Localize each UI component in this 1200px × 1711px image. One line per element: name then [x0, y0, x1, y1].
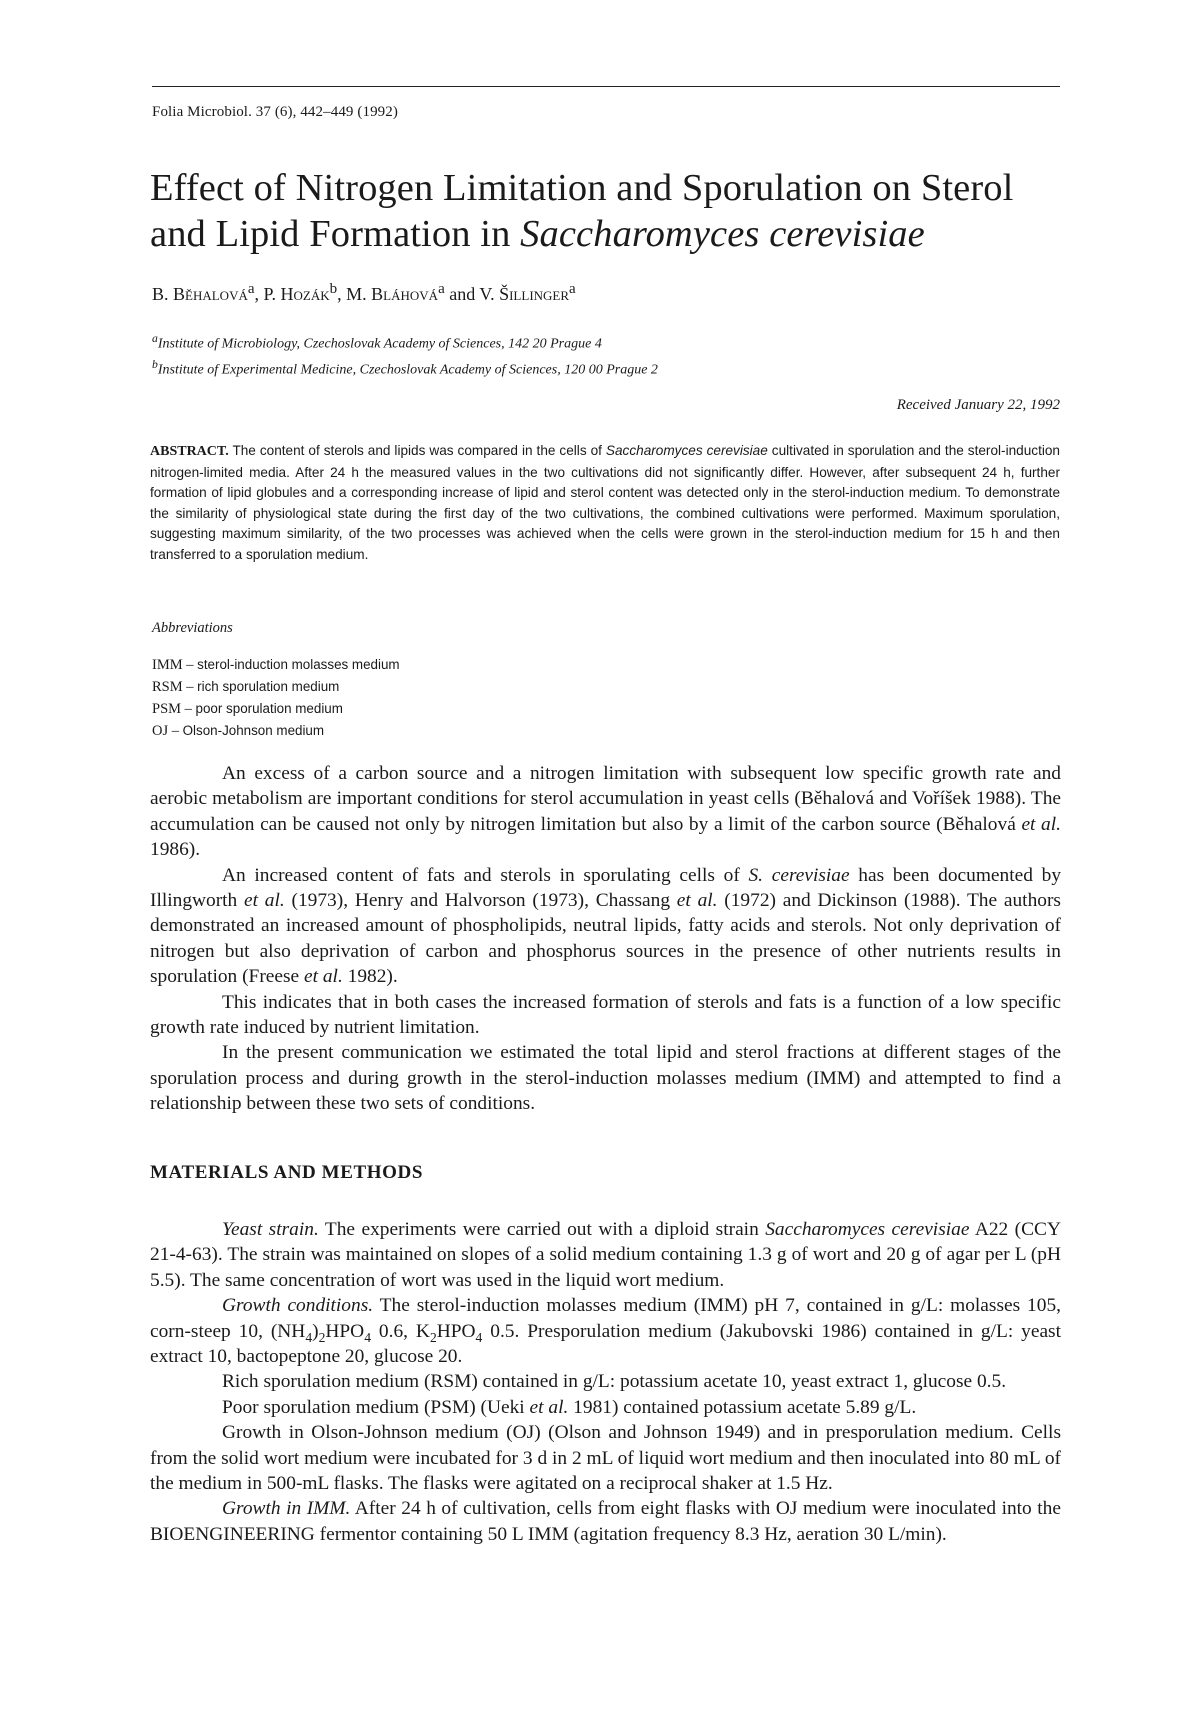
abstract-label: ABSTRACT.: [150, 444, 229, 459]
intro-paragraph-1: [150, 761, 1061, 863]
paragraph-text: HPO: [325, 1320, 365, 1342]
author-initial: M.: [346, 284, 372, 304]
abbreviation-item: [152, 676, 400, 698]
author-list: B. Běhalová$^a$, P. Hozák$^b$, M. Bláhová$^a$ and V. Šillinger$^a$: [152, 281, 576, 304]
title-species: Saccharomyces cerevisiae: [520, 213, 925, 255]
methods-growth-conditions: [150, 1293, 1061, 1369]
subscript: 2: [318, 1329, 326, 1345]
author-name: Šillinger: [499, 284, 570, 304]
paragraph-text: An increased content of fats and sterols in sporulating cells of: [222, 864, 749, 886]
author-affil-mark: b: [329, 281, 338, 297]
received-date: Received January 22, 1992: [896, 397, 1060, 413]
paragraph-text: After 24 h of cultivation, cells from eight flasks with OJ medium were inoculated into the BIOENGINEERING fermentor containing 50 L IMM (agitation frequency 8.3 Hz, aeration 30 L/min).: [150, 1498, 1061, 1545]
paragraph-text: 1982).: [342, 966, 398, 988]
run-in-heading: Growth in IMM.: [222, 1498, 351, 1520]
run-in-heading: Growth conditions.: [222, 1295, 374, 1317]
section-heading-methods: MATERIALS AND METHODS: [150, 1162, 424, 1183]
et-al: et al.: [676, 890, 718, 912]
intro-paragraph-2: [150, 863, 1061, 990]
paragraph-text: An excess of a carbon source and a nitrogen limitation with subsequent low specific growth rate and aerobic metabolism are important conditions for sterol accumulation in yeast cells (Běhalová and Voříšek 1988). The accumulation can be caused not only by nitrogen limitation but also by a limit of the carbon source (Běhalová: [150, 763, 1061, 835]
journal-citation: Folia Microbiol. 37 (6), 442–449 (1992): [152, 104, 398, 120]
affiliation-text: Institute of Experimental Medicine, Czechoslovak Academy of Sciences, 120 00 Prague 2: [157, 362, 658, 378]
paragraph-text: The experiments were carried out with a diploid strain: [318, 1219, 766, 1240]
abbreviation: IMM: [152, 657, 183, 673]
paragraph-text: HPO: [436, 1320, 476, 1342]
affiliation-mark: a: [152, 332, 158, 345]
paragraph-text: 0.5. Presporulation medium (Jakubovski 1986) contained in g/L: yeast extract 10, bactopeptone 20, glucose 20.: [150, 1320, 1061, 1368]
author-initial: V.: [479, 284, 500, 304]
author-name: Běhalová: [173, 284, 248, 304]
affiliation-a: [152, 329, 658, 355]
run-in-heading: Yeast strain.: [222, 1219, 319, 1240]
abbreviation-item: [152, 698, 400, 720]
affiliation-b: [152, 355, 658, 381]
abbreviation: OJ: [152, 723, 169, 739]
abstract-species: Saccharomyces cerevisiae: [605, 443, 768, 458]
header-rule: [152, 86, 1060, 87]
abbreviation-definition: Olson-Johnson medium: [182, 723, 325, 738]
paragraph-text: 1981) contained potassium acetate 5.89 g/L.: [568, 1396, 917, 1418]
article-title: [150, 165, 1070, 257]
affiliation-text: Institute of Microbiology, Czechoslovak Academy of Sciences, 142 20 Prague 4: [157, 336, 602, 352]
subscript: 4: [475, 1329, 483, 1345]
intro-paragraph-4: In the present communication we estimated the total lipid and sterol fractions at different stages of the sporulation process and during growth in the sterol-induction molasses medium (IMM) and attempted to find a relationship between these two sets of conditions.: [150, 1042, 1061, 1115]
abbreviation-definition: poor sporulation medium: [195, 701, 343, 716]
author-name: Hozák: [280, 284, 330, 304]
paragraph-text: has been documented by Illingworth: [150, 864, 1062, 912]
paragraph-text: (1973), Henry and Halvorson (1973), Chassang: [284, 890, 677, 912]
paragraph-text: A22 (CCY 21-4-63). The strain was maintained on slopes of a solid medium containing 1.3 g of wort and 20 g of agar per L (pH 5.5). The same concentration of wort was used in the liquid wort medium.: [150, 1219, 1061, 1291]
species-name: Saccharomyces cerevisiae: [765, 1219, 970, 1240]
affiliations: [152, 329, 658, 380]
et-al: et al.: [529, 1396, 569, 1418]
introduction: [150, 761, 1061, 1117]
abbreviation-dash: –: [182, 657, 198, 673]
abstract-text: cultivated in sporulation and the sterol-induction nitrogen-limited media. After 24 h the measured values in the two cultivations did not significantly differ. However, after subsequent 24 h, further formation of lipid globules and a corresponding increase of lipid and sterol content was detected only in the sterol-induction medium. To demonstrate the similarity of physiological state during the first day of the two cultivations, the combined cultivations were performed. Maximum sporulation, suggesting maximum similarity, of the two processes was achieved when the cells were grown in the sterol-induction medium for 15 h and then transferred to a sporulation medium.: [150, 443, 1060, 562]
methods-yeast-strain: [150, 1217, 1061, 1293]
paragraph-text: The sterol-induction molasses medium (IMM) pH 7, contained in g/L: molasses 105, corn-steep 10, (NH: [150, 1295, 1061, 1342]
paragraph-text: (1972) and Dickinson (1988). The authors demonstrated an increased amount of phospholipids, neutral lipids, fatty acids and sterols. Not only deprivation of nitrogen but also deprivation of carbon and phosphorus sources in the presence of other nutrients results in sporulation (Freese: [150, 890, 1061, 988]
et-al: et al.: [1021, 813, 1061, 835]
title-line-1: Effect of Nitrogen Limitation and Sporulation on Sterol: [150, 167, 1014, 209]
methods-psm: [150, 1395, 1061, 1420]
abbreviation-dash: –: [168, 723, 183, 739]
subscript: 4: [364, 1329, 371, 1345]
methods-growth-imm: [150, 1496, 1061, 1547]
author-affil-mark: a: [438, 281, 445, 297]
author-initial: P.: [263, 284, 281, 304]
intro-paragraph-3: This indicates that in both cases the increased formation of sterols and fats is a function of a low specific growth rate induced by nutrient limitation.: [150, 991, 1061, 1039]
affiliation-mark: b: [152, 357, 158, 371]
abbreviation-definition: sterol-induction molasses medium: [197, 657, 400, 672]
subscript: 4: [305, 1329, 313, 1345]
abbreviations-list: [152, 654, 400, 742]
author-and: and: [444, 284, 480, 304]
abstract-text: The content of sterols and lipids was compared in the cells of: [228, 443, 606, 458]
methods-oj: Growth in Olson-Johnson medium (OJ) (Olson and Johnson 1949) and in presporulation medium. Cells from the solid wort medium were incubated for 3 d in 2 mL of liquid wort medium and then inoculated into 80 mL of the medium in 500-mL flasks. The flasks were agitated on a reciprocal shaker at 1.5 Hz.: [150, 1422, 1061, 1495]
author-name: Bláhová: [371, 284, 439, 304]
materials-and-methods: [150, 1217, 1061, 1547]
abbreviation: PSM: [152, 701, 182, 717]
paragraph-text: 0.6, K: [370, 1320, 430, 1342]
paragraph-text: 1986).: [150, 839, 201, 861]
abbreviation: RSM: [152, 679, 183, 695]
paragraph-text: Poor sporulation medium (PSM) (Ueki: [222, 1396, 530, 1418]
author-affil-mark: a: [569, 281, 576, 297]
title-line-2-prefix: and Lipid Formation in: [150, 213, 521, 255]
abstract: [150, 441, 1060, 566]
abbreviation-dash: –: [181, 701, 196, 717]
abbreviation-dash: –: [182, 679, 198, 695]
species-name: S. cerevisiae: [748, 864, 850, 886]
methods-rsm: Rich sporulation medium (RSM) contained in g/L: potassium acetate 10, yeast extract 1, glucose 0.5.: [222, 1371, 1007, 1393]
paragraph-text: ): [312, 1320, 319, 1342]
et-al: et al.: [304, 966, 343, 988]
subscript: 2: [429, 1329, 437, 1345]
abbreviations-heading: Abbreviations: [152, 620, 233, 636]
author-initial: B.: [152, 284, 174, 304]
abbreviation-item: [152, 654, 400, 676]
abbreviation-item: [152, 720, 400, 742]
abbreviation-definition: rich sporulation medium: [197, 679, 340, 694]
author-affil-mark: a: [247, 281, 255, 297]
et-al: et al.: [244, 890, 285, 912]
